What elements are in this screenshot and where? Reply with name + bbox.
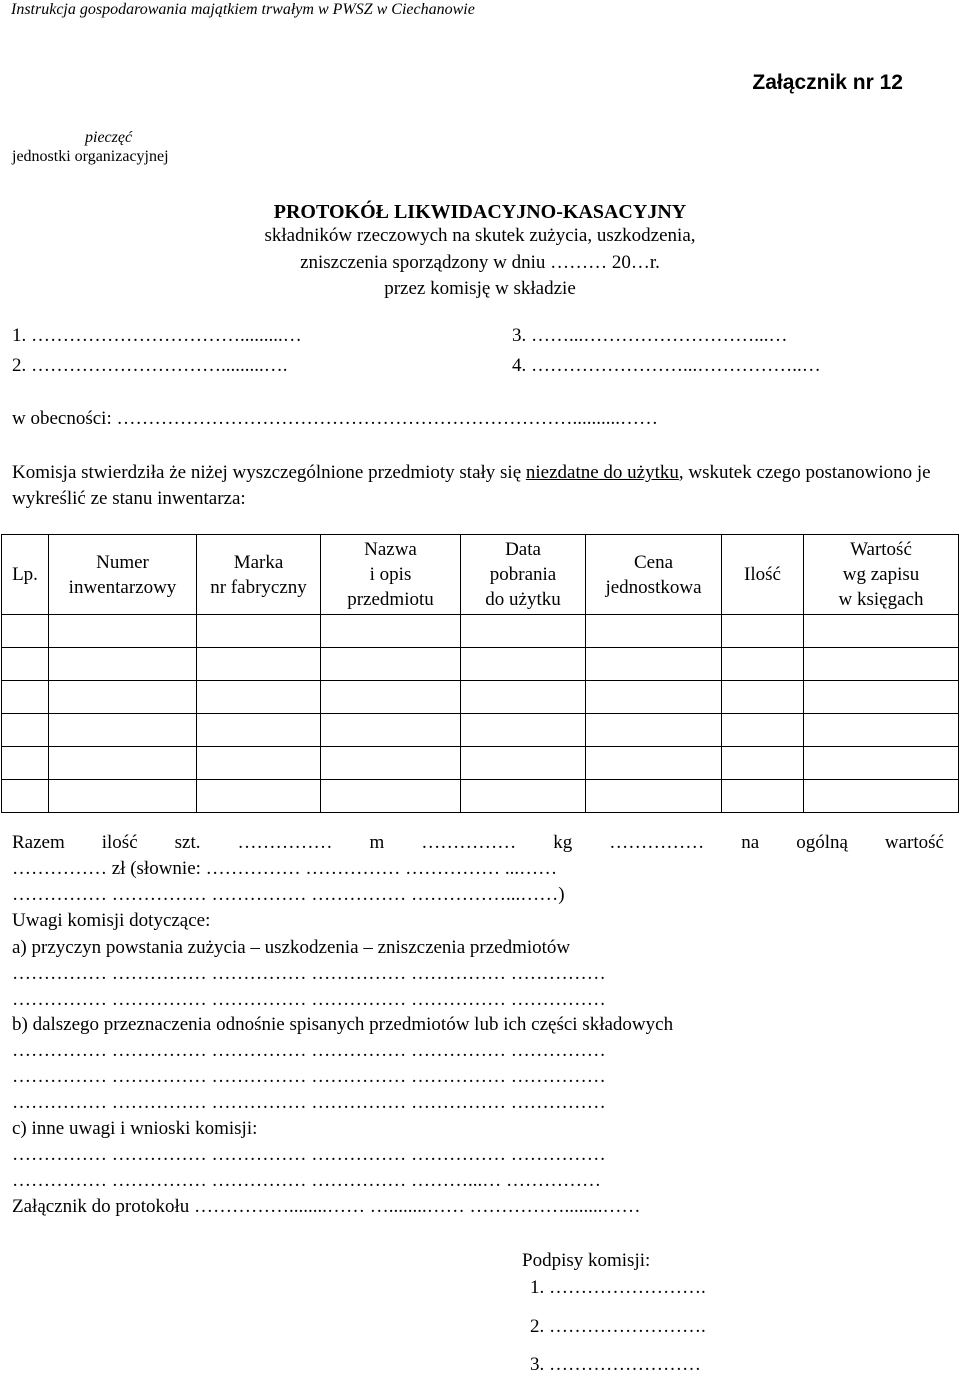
totals-line-3: …………… …………… …………… …………… ……………...……): [12, 884, 565, 905]
header-date-taken: Data pobrania do użytku: [461, 535, 586, 615]
table-header-row: [2, 535, 959, 615]
remarks-c-line-2: …………… …………… …………… …………… ………...… ……………: [12, 1170, 601, 1191]
remarks-a-label: a) przyczyn powstania zużycia – uszkodzenia – zniszczenia przedmiotów: [12, 937, 571, 958]
running-header: Instrukcja gospodarowania majątkiem trwałym w PWSZ w Ciechanowie: [11, 1, 475, 18]
table-row: [2, 681, 959, 714]
remarks-heading: Uwagi komisji dotyczące:: [12, 910, 211, 931]
statement-after: , wskutek czego postanowiono je wykreślić ze stanu inwentarza:: [12, 462, 931, 509]
items-table: [1, 534, 959, 813]
signatures-heading: Podpisy komisji:: [522, 1250, 651, 1271]
remarks-b-line-2: …………… …………… …………… …………… …………… ……………: [12, 1066, 606, 1087]
remarks-c-line-1: …………… …………… …………… …………… …………… ……………: [12, 1144, 606, 1165]
remarks-b-label: b) dalszego przeznaczenia odnośnie spisanych przedmiotów lub ich części składowych: [12, 1014, 674, 1035]
commission-member-1: 1. …………………………….........…: [12, 325, 302, 346]
table-row: [2, 615, 959, 648]
signature-line-2: 2. …………………….: [530, 1316, 706, 1337]
attachment-line: Załącznik do protokołu ……………........…… …........…… ……………........……: [12, 1196, 641, 1217]
statement-before: Komisja stwierdziła że niżej wyszczególnione przedmioty stały się: [12, 462, 526, 483]
table-row: [2, 648, 959, 681]
header-book-value: Wartość wg zapisu w księgach: [804, 535, 959, 615]
table-row: [2, 747, 959, 780]
header-inventory-number: Numer inwentarzowy: [49, 535, 197, 615]
remarks-b-line-1: …………… …………… …………… …………… …………… ……………: [12, 1040, 606, 1061]
table-row: [2, 714, 959, 747]
presence-line: w obecności: ………………………………………………………………..........……: [12, 408, 658, 429]
stamp-unit-label: jednostki organizacyjnej: [12, 148, 169, 165]
signature-line-1: 1. …………………….: [530, 1277, 706, 1298]
header-quantity: Ilość: [722, 535, 804, 615]
header-brand-serial: Marka nr fabryczny: [197, 535, 321, 615]
header-unit-price: Cena jednostkowa: [586, 535, 722, 615]
remarks-b-line-3: …………… …………… …………… …………… …………… ……………: [12, 1092, 606, 1113]
totals-line-1: Razem ilość szt. …………… m …………… kg …………… na ogólną wartość: [12, 832, 944, 853]
remarks-a-line-2: …………… …………… …………… …………… …………… ……………: [12, 989, 606, 1010]
subtitle-line1: składników rzeczowych na skutek zużycia, uszkodzenia,: [264, 225, 696, 246]
commission-member-4: 4. ……………………...……………..…: [512, 355, 821, 376]
totals-line-2: …………… zł (słownie: …………… …………… …………… ...……: [12, 858, 558, 879]
signature-line-3: 3. ……………………: [530, 1354, 701, 1375]
remarks-c-label: c) inne uwagi i wnioski komisji:: [12, 1118, 258, 1139]
header-lp: Lp.: [2, 535, 49, 615]
table-row: [2, 780, 959, 813]
stamp-label: pieczęć: [85, 129, 133, 146]
commission-member-3: 3. ……...………………………...…: [512, 325, 788, 346]
page-title: PROTOKÓŁ LIKWIDACYJNO-KASACYJNY: [273, 201, 687, 223]
subtitle-line2: zniszczenia sporządzony w dniu ……… 20…r.: [300, 252, 660, 273]
subtitle-line3: przez komisję w składzie: [384, 278, 576, 299]
attachment-label: Załącznik nr 12: [752, 71, 903, 94]
remarks-a-line-1: …………… …………… …………… …………… …………… ……………: [12, 963, 606, 984]
statement-underlined: niezdatne do użytku: [525, 462, 679, 483]
header-name-description: Nazwa i opis przedmiotu: [321, 535, 461, 615]
statement-paragraph: [12, 460, 942, 512]
commission-member-2: 2. ………………………….........….: [12, 355, 288, 376]
